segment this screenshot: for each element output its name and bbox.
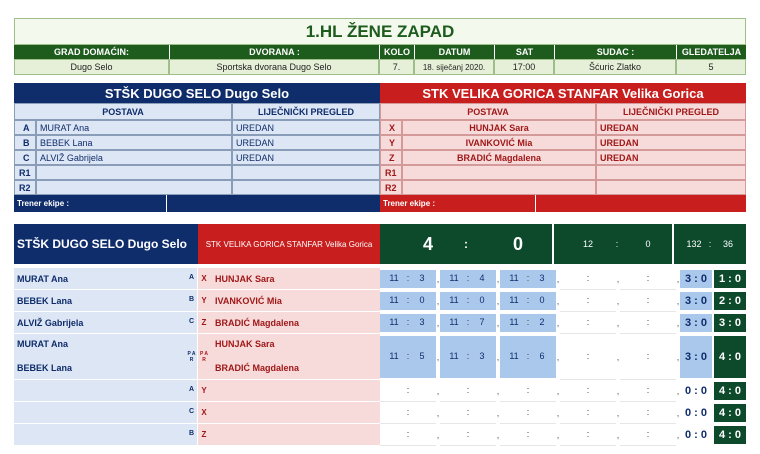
- home-player: [36, 180, 232, 195]
- away-player: BRADIĆ Magdalena: [402, 150, 596, 165]
- set-divider: ,: [496, 318, 500, 328]
- away-medical: UREDAN: [596, 120, 746, 135]
- away-medical: UREDAN: [596, 150, 746, 165]
- set-divider: ,: [496, 408, 500, 418]
- set-divider: ,: [676, 352, 680, 362]
- match-result: 0 : 0: [680, 382, 712, 400]
- away-coach-label: Trener ekipe :: [380, 195, 535, 212]
- set-separator: :: [646, 407, 650, 417]
- match-row: [14, 290, 746, 312]
- away-points: 36: [722, 239, 733, 249]
- set-score: [380, 380, 436, 402]
- away-medical: UREDAN: [596, 135, 746, 150]
- set-divider: ,: [436, 386, 440, 396]
- set-separator: :: [466, 407, 470, 417]
- away-roster: [380, 83, 746, 213]
- summary-bar: [14, 224, 746, 264]
- set-separator: :: [526, 351, 530, 361]
- set-divider: ,: [616, 296, 620, 306]
- set-separator: :: [526, 295, 530, 305]
- match-home-code: P A R: [186, 334, 198, 380]
- set-divider: ,: [496, 352, 500, 362]
- match-away-player: BRADIĆ Magdalena: [215, 318, 300, 328]
- away-player: [402, 180, 596, 195]
- set-separator: :: [586, 429, 590, 439]
- set-divider: ,: [676, 274, 680, 284]
- set-score: [440, 292, 496, 310]
- value-round: 7.: [379, 59, 414, 75]
- set-separator: :: [646, 429, 650, 439]
- match-home-cell: [14, 312, 186, 334]
- home-roster: [14, 83, 380, 213]
- set-divider: ,: [496, 274, 500, 284]
- match-home-cell: [14, 334, 186, 380]
- value-city: Dugo Selo: [14, 59, 169, 75]
- set-divider: ,: [616, 274, 620, 284]
- match-home-cell: [14, 424, 186, 446]
- set-divider: ,: [436, 352, 440, 362]
- match-info-header: [14, 45, 746, 75]
- set-divider: ,: [616, 408, 620, 418]
- set-separator: :: [586, 385, 590, 395]
- set-home-points: 11: [389, 317, 399, 327]
- match-away-code: Y: [198, 290, 210, 312]
- value-hall: Sportska dvorana Dugo Selo: [169, 59, 379, 75]
- match-home-code: A: [186, 268, 198, 290]
- set-separator: :: [406, 351, 410, 361]
- set-score: [440, 270, 496, 288]
- value-spectators: 5: [676, 59, 746, 75]
- match-home-player: BEBEK Lana: [17, 363, 73, 373]
- set-away-points: 6: [539, 351, 545, 361]
- set-home-points: 11: [389, 273, 399, 283]
- match-result: 0 : 0: [680, 426, 712, 444]
- away-team-name: STK VELIKA GORICA STANFAR Velika Gorica: [380, 83, 746, 103]
- set-separator: :: [406, 385, 410, 395]
- match-away-player: HUNJAK Sara: [215, 339, 275, 349]
- set-separator: :: [646, 273, 650, 283]
- set-score: [620, 424, 676, 446]
- set-home-points: 11: [449, 295, 459, 305]
- set-divider: ,: [436, 430, 440, 440]
- set-separator: :: [466, 385, 470, 395]
- set-score: [500, 336, 556, 378]
- match-row: [14, 334, 746, 380]
- match-home-code: A: [186, 380, 198, 402]
- home-player: BEBEK Lana: [36, 135, 232, 150]
- set-divider: ,: [496, 386, 500, 396]
- set-divider: ,: [676, 386, 680, 396]
- set-score: [620, 402, 676, 424]
- summary-away-name: STK VELIKA GORICA STANFAR Velika Gorica: [198, 224, 380, 264]
- set-divider: ,: [436, 274, 440, 284]
- set-score: [440, 314, 496, 332]
- set-separator: :: [526, 385, 530, 395]
- points-separator: :: [708, 239, 712, 249]
- match-row: [14, 268, 746, 290]
- home-col-pregled: LIJEČNIČKI PREGLED: [232, 103, 380, 120]
- running-total: 3 : 0: [714, 314, 746, 332]
- match-home-player: [14, 402, 184, 424]
- set-divider: ,: [556, 386, 560, 396]
- set-separator: :: [526, 407, 530, 417]
- home-medical: UREDAN: [232, 135, 380, 150]
- home-code: B: [14, 135, 36, 150]
- away-player: HUNJAK Sara: [402, 120, 596, 135]
- running-total: 4 : 0: [714, 404, 746, 422]
- set-separator: :: [586, 273, 590, 283]
- set-separator: :: [526, 273, 530, 283]
- label-round: KOLO: [379, 45, 414, 59]
- set-separator: :: [406, 429, 410, 439]
- match-away-cell: [210, 312, 380, 334]
- running-total: 4 : 0: [714, 336, 746, 378]
- away-sets: 0: [645, 239, 651, 249]
- set-separator: :: [586, 295, 590, 305]
- home-sets: 12: [582, 239, 593, 249]
- set-away-points: 4: [479, 273, 485, 283]
- match-away-code: X: [198, 268, 210, 290]
- set-divider: ,: [556, 318, 560, 328]
- set-divider: ,: [556, 430, 560, 440]
- set-separator: :: [526, 429, 530, 439]
- match-away-cell: [210, 268, 380, 290]
- match-away-player: [212, 380, 378, 402]
- set-home-points: 11: [509, 317, 519, 327]
- match-home-code: C: [186, 402, 198, 424]
- match-row: [14, 424, 746, 446]
- match-away-cell: [210, 334, 380, 380]
- set-divider: ,: [436, 408, 440, 418]
- set-separator: :: [646, 317, 650, 327]
- match-home-cell: [14, 402, 186, 424]
- set-separator: :: [466, 429, 470, 439]
- set-score: [500, 424, 556, 446]
- set-away-points: 3: [539, 273, 545, 283]
- set-divider: ,: [556, 352, 560, 362]
- set-score: [380, 336, 436, 378]
- set-score: [560, 290, 616, 312]
- match-away-player: [212, 402, 378, 424]
- set-score: [440, 336, 496, 378]
- set-separator: :: [586, 351, 590, 361]
- set-divider: ,: [436, 318, 440, 328]
- home-medical: UREDAN: [232, 150, 380, 165]
- match-home-player: [14, 424, 184, 446]
- running-total: 2 : 0: [714, 292, 746, 310]
- match-home-code: B: [186, 424, 198, 446]
- set-score: [380, 292, 436, 310]
- match-row: [14, 380, 746, 402]
- set-away-points: 0: [479, 295, 485, 305]
- set-score: [620, 290, 676, 312]
- set-score: [560, 380, 616, 402]
- set-score: [560, 402, 616, 424]
- match-away-cell: [210, 290, 380, 312]
- match-result: 0 : 0: [680, 404, 712, 422]
- home-team-name: STŠK DUGO SELO Dugo Selo: [14, 83, 380, 103]
- match-home-player: MURAT Ana: [17, 339, 68, 349]
- away-code: Y: [380, 135, 402, 150]
- set-separator: :: [586, 317, 590, 327]
- set-away-points: 3: [479, 351, 485, 361]
- set-away-points: 3: [419, 317, 425, 327]
- home-points: 132: [686, 239, 702, 249]
- set-separator: :: [406, 295, 410, 305]
- set-score: [380, 314, 436, 332]
- set-score: [380, 424, 436, 446]
- away-code: Z: [380, 150, 402, 165]
- set-divider: ,: [556, 296, 560, 306]
- match-result: 3 : 0: [680, 270, 712, 288]
- away-col-pregled: LIJEČNIČKI PREGLED: [596, 103, 746, 120]
- home-medical: [232, 165, 380, 180]
- set-away-points: 3: [419, 273, 425, 283]
- home-player: MURAT Ana: [36, 120, 232, 135]
- set-home-points: 11: [509, 295, 519, 305]
- match-away-cell: [210, 402, 380, 424]
- set-divider: ,: [616, 318, 620, 328]
- match-away-code: X: [198, 402, 210, 424]
- home-col-postava: POSTAVA: [14, 103, 232, 120]
- set-home-points: 11: [509, 351, 519, 361]
- set-home-points: 11: [449, 351, 459, 361]
- sets-separator: :: [615, 239, 619, 249]
- match-home-cell: [14, 380, 186, 402]
- set-divider: ,: [676, 408, 680, 418]
- match-home-player: [14, 380, 184, 402]
- set-score: [620, 380, 676, 402]
- match-away-code: P A R: [198, 334, 210, 380]
- set-score: [500, 314, 556, 332]
- set-separator: :: [466, 317, 470, 327]
- match-score: [380, 224, 552, 264]
- match-home-player: ALVIŽ Gabrijela: [17, 318, 84, 328]
- set-score: [560, 312, 616, 334]
- match-away-code: Y: [198, 380, 210, 402]
- home-code: R1: [14, 165, 36, 180]
- home-player: ALVIŽ Gabrijela: [36, 150, 232, 165]
- match-away-code: Z: [198, 424, 210, 446]
- value-time: 17:00: [494, 59, 554, 75]
- set-score: [560, 334, 616, 380]
- match-home-player: MURAT Ana: [17, 274, 68, 284]
- label-city: GRAD DOMAĆIN:: [14, 45, 169, 59]
- match-row: [14, 402, 746, 424]
- away-medical: [596, 180, 746, 195]
- set-divider: ,: [676, 318, 680, 328]
- running-total: 4 : 0: [714, 426, 746, 444]
- match-home-code: B: [186, 290, 198, 312]
- set-score: [620, 312, 676, 334]
- set-separator: :: [646, 351, 650, 361]
- sets-score: [554, 224, 672, 264]
- home-code: C: [14, 150, 36, 165]
- match-home-player: BEBEK Lana: [17, 296, 73, 306]
- match-away-cell: [210, 424, 380, 446]
- set-home-points: 11: [509, 273, 519, 283]
- away-player: IVANKOVIĆ Mia: [402, 135, 596, 150]
- set-score: [500, 270, 556, 288]
- home-code: R2: [14, 180, 36, 195]
- set-score: [620, 334, 676, 380]
- label-date: DATUM: [414, 45, 494, 59]
- match-away-code: Z: [198, 312, 210, 334]
- home-coach-label: Trener ekipe :: [14, 195, 166, 212]
- set-away-points: 0: [539, 295, 545, 305]
- set-divider: ,: [556, 274, 560, 284]
- set-separator: :: [586, 407, 590, 417]
- set-home-points: 11: [389, 295, 399, 305]
- label-referee: SUDAC :: [554, 45, 676, 59]
- set-score: [440, 402, 496, 424]
- set-separator: :: [406, 407, 410, 417]
- match-away-player: BRADIĆ Magdalena: [215, 363, 300, 373]
- home-medical: [232, 180, 380, 195]
- set-divider: ,: [496, 296, 500, 306]
- set-separator: :: [646, 385, 650, 395]
- match-away-player: IVANKOVIĆ Mia: [215, 296, 282, 306]
- away-score: 0: [512, 233, 523, 254]
- home-medical: UREDAN: [232, 120, 380, 135]
- set-score: [380, 270, 436, 288]
- set-away-points: 7: [479, 317, 485, 327]
- match-away-cell: [210, 380, 380, 402]
- set-divider: ,: [616, 352, 620, 362]
- match-result: 3 : 0: [680, 314, 712, 332]
- set-separator: :: [406, 317, 410, 327]
- match-home-code: C: [186, 312, 198, 334]
- match-result: 3 : 0: [680, 336, 712, 378]
- score-separator: :: [464, 237, 468, 251]
- set-divider: ,: [496, 430, 500, 440]
- set-divider: ,: [616, 430, 620, 440]
- set-score: [440, 380, 496, 402]
- set-separator: :: [466, 295, 470, 305]
- running-total: 4 : 0: [714, 382, 746, 400]
- away-code: R1: [380, 165, 402, 180]
- set-score: [560, 268, 616, 290]
- value-referee: Šćuric Zlatko: [554, 59, 676, 75]
- match-away-player: [212, 424, 378, 446]
- match-away-player: HUNJAK Sara: [215, 274, 275, 284]
- set-score: [500, 292, 556, 310]
- set-score: [620, 268, 676, 290]
- label-spectators: GLEDATELJA: [676, 45, 746, 59]
- set-away-points: 2: [539, 317, 545, 327]
- away-col-postava: POSTAVA: [380, 103, 596, 120]
- match-home-cell: [14, 290, 186, 312]
- set-separator: :: [406, 273, 410, 283]
- label-time: SAT: [494, 45, 554, 59]
- value-date: 18. siječanj 2020.: [414, 59, 494, 75]
- home-code: A: [14, 120, 36, 135]
- set-separator: :: [466, 273, 470, 283]
- away-coach-value: [536, 195, 746, 212]
- set-score: [500, 402, 556, 424]
- away-player: [402, 165, 596, 180]
- set-divider: ,: [676, 430, 680, 440]
- set-divider: ,: [436, 296, 440, 306]
- match-home-cell: [14, 268, 186, 290]
- home-score: 4: [422, 233, 433, 254]
- set-away-points: 0: [419, 295, 425, 305]
- page-title: 1.HL ŽENE ZAPAD: [14, 18, 746, 45]
- set-divider: ,: [556, 408, 560, 418]
- away-code: R2: [380, 180, 402, 195]
- set-score: [380, 402, 436, 424]
- set-separator: :: [646, 295, 650, 305]
- set-separator: :: [466, 351, 470, 361]
- set-home-points: 11: [449, 273, 459, 283]
- away-medical: [596, 165, 746, 180]
- home-player: [36, 165, 232, 180]
- match-row: [14, 312, 746, 334]
- set-score: [560, 424, 616, 446]
- set-score: [440, 424, 496, 446]
- set-away-points: 5: [419, 351, 425, 361]
- home-coach-value: [167, 195, 380, 212]
- summary-home-name: STŠK DUGO SELO Dugo Selo: [14, 224, 198, 264]
- label-hall: DVORANA :: [169, 45, 379, 59]
- set-home-points: 11: [389, 351, 399, 361]
- set-score: [500, 380, 556, 402]
- running-total: 1 : 0: [714, 270, 746, 288]
- set-separator: :: [526, 317, 530, 327]
- points-score: [674, 224, 746, 264]
- set-divider: ,: [676, 296, 680, 306]
- set-home-points: 11: [449, 317, 459, 327]
- away-code: X: [380, 120, 402, 135]
- set-divider: ,: [616, 386, 620, 396]
- match-list: [14, 268, 746, 450]
- match-result: 3 : 0: [680, 292, 712, 310]
